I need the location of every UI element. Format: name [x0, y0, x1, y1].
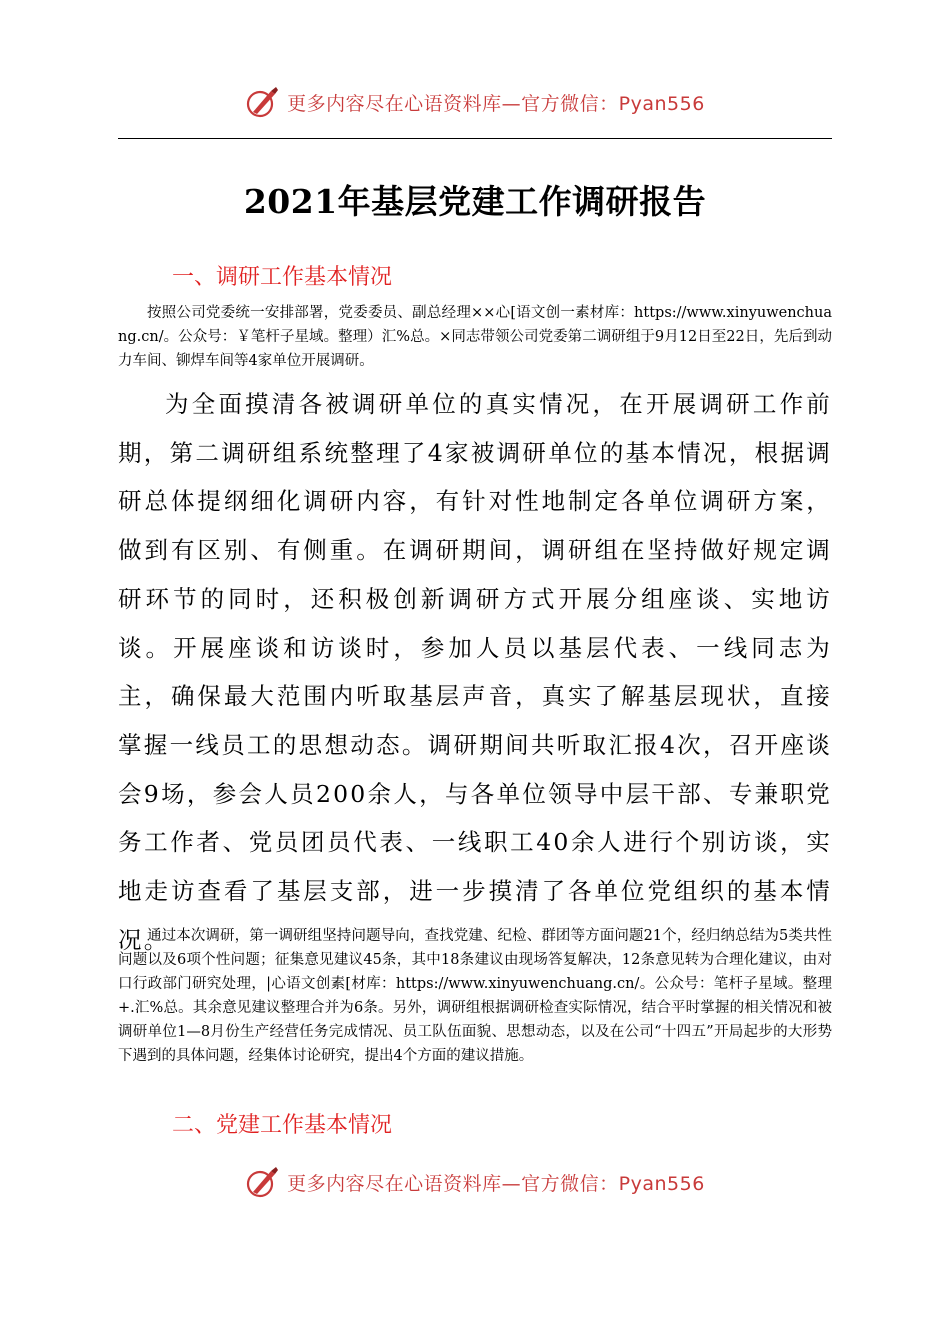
- pen-logo-icon: [245, 84, 281, 120]
- section-heading-1: 一、调研工作基本情况: [172, 265, 393, 290]
- header-divider: [118, 138, 832, 139]
- header-banner: [0, 80, 950, 124]
- document-title: 2021年基层党建工作调研报告: [243, 182, 707, 221]
- header-banner-text: 更多内容尽在心语资料库—官方微信：Pyan556: [287, 92, 705, 115]
- paragraph-main: 为全面摸清各被调研单位的真实情况，在开展调研工作前期，第二调研组系统整理了4家被调研单位的基本情况，根据调研总体提纲细化调研内容，有针对性地制定各单位调研方案，做到有区别、有侧重。在调研期间，调研组在坚持做好规定调研环节的同时，还积极创新调研方式开展分组座谈、实地访谈。开展座谈和访谈时，参加人员以基层代表、一线同志为主，确保最大范围内听取基层声音，真实了解基层现状，直接掌握一线员工的思想动态。调研期间共听取汇报4次，召开座谈会9场，参会人员200余人，与各单位领导中层干部、专兼职党务工作者、党员团员代表、一线职工40余人进行个别访谈，实地走访查看了基层支部，进一步摸清了各单位党组织的基本情况。: [118, 390, 832, 954]
- paragraph-findings: 通过本次调研，第一调研组坚持问题导向，查找党建、纪检、群团等方面问题21个，经归纳总结为5类共性问题以及6项个性问题；征集意见建议45条，其中18条建议由现场答复解决，12条意见转为合理化建议，由对口行政部门研究处理，|心语文创素[材库：https://www.xinyuwenchuang.cn/。公众号：笔杆子星域。整理+.汇%总。其余意见建议整理合并为6条。另外，调研组根据调研检查实际情况，结合平时掌握的相关情况和被调研单位1—8月份生产经营任务完成情况、员工队伍面貌、思想动态，以及在公司“十四五”开局起步的大形势下遇到的具体问题，经集体讨论研究，提出4个方面的建议措施。: [118, 928, 833, 1064]
- pen-logo-icon: [245, 1164, 281, 1200]
- section-heading-2: 二、党建工作基本情况: [172, 1113, 393, 1138]
- paragraph-intro: 按照公司党委统一安排部署，党委委员、副总经理××心[语文创一素材库：https://www.xinyuwenchuang.cn/。公众号：￥笔杆子星域。整理）汇%总。×同志带领公司党委第二调研组于9月12日至22日，先后到动力车间、铆焊车间等4家单位开展调研。: [118, 305, 832, 369]
- footer-banner-text: 更多内容尽在心语资料库—官方微信：Pyan556: [287, 1172, 705, 1195]
- footer-banner: [0, 1160, 950, 1204]
